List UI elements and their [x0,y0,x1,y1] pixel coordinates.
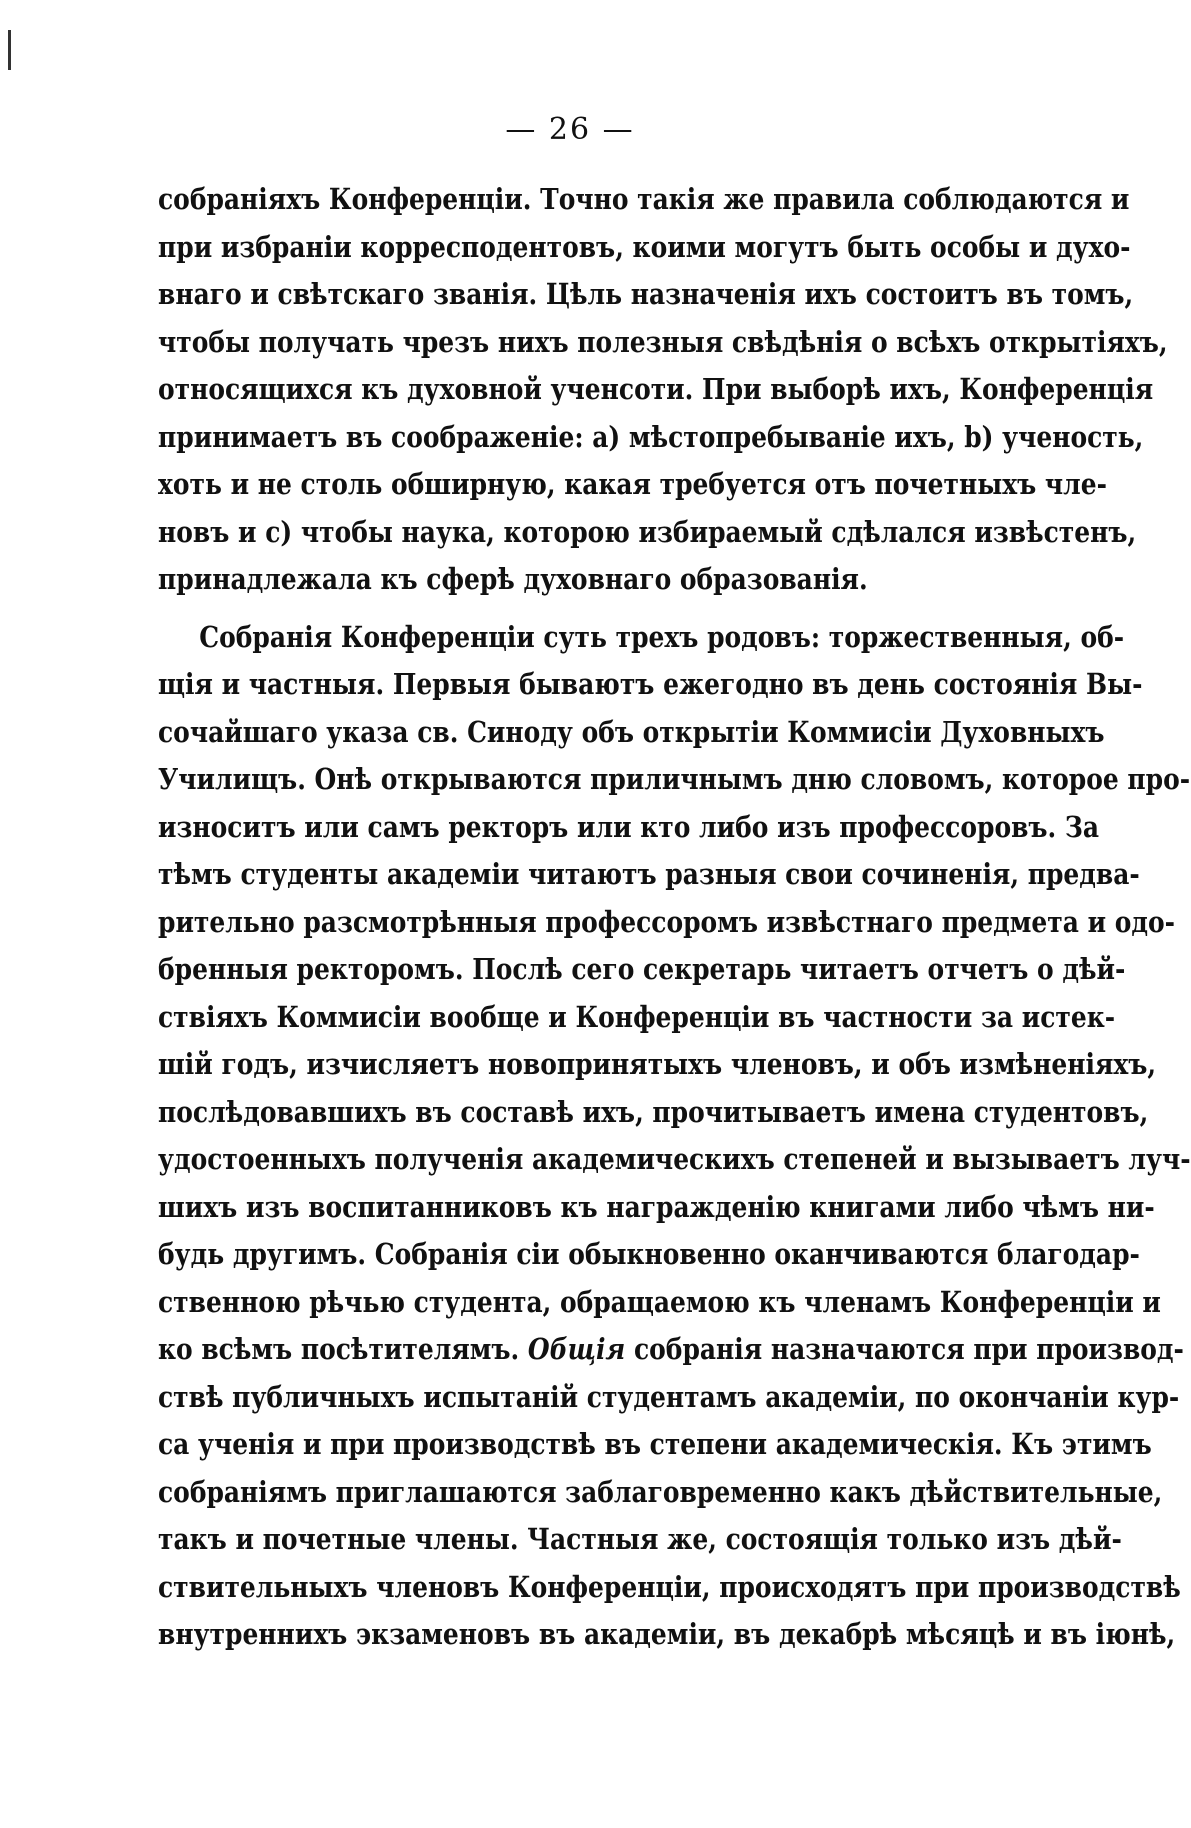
text-line: износитъ или самъ ректоръ или кто либо изъ профессоровъ. За [158,809,1100,844]
text-line: чтобы получать чрезъ нихъ полезныя свѣдѣнія о всѣхъ открытіяхъ, [158,324,1168,359]
text-segment: собранія назначаются при производ- [633,1332,1184,1366]
text-line: такъ и почетные члены. Частныя же, состоящія только изъ дѣй- [158,1522,1122,1556]
text-line: рительно разсмотрѣнныя профессоромъ извѣстнаго предмета и одо- [158,904,1176,939]
text-line: хоть и не столь обширную, какая требуется отъ почетныхъ чле- [158,467,1107,501]
text-line: ственною рѣчью студента, обращаемою къ членамъ Конференціи и [158,1284,1161,1319]
text-line: тѣмъ студенты академіи читаютъ разныя свои сочиненія, предва- [158,857,1140,891]
body-text [158,176,1191,1659]
text-line: послѣдовавшихъ въ составѣ ихъ, прочитываетъ имена студентовъ, [158,1094,1149,1129]
paragraph-1 [158,176,1168,604]
text-line: шій годъ, изчисляетъ новопринятыхъ членовъ, и объ измѣненіяхъ, [158,1047,1157,1081]
text-line: ствіяхъ Коммисіи вообще и Конференціи въ частности за истек- [158,999,1116,1034]
text-line: внаго и свѣтскаго званія. Цѣль назначенія ихъ состоитъ въ томъ, [158,277,1134,311]
text-line: собраніяхъ Конференціи. Точно такія же правила соблюдаются и [158,182,1130,216]
paragraph-2 [158,614,1191,1659]
text-line: Собранія Конференціи суть трехъ родовъ: торжественныя, об- [199,619,1125,654]
text-line: новъ и c) чтобы наука, которою избираемый сдѣлался извѣстенъ, [158,514,1137,549]
text-line-with-italic [158,1326,1184,1374]
italic-term: Общія [527,1332,626,1366]
text-line: щія и частныя. Первыя бываютъ ежегодно въ день состоянія Вы- [158,667,1143,701]
paragraph-gap [158,604,1064,614]
text-line: относящихся къ духовной ученсоти. При выборѣ ихъ, Конференція [158,372,1154,406]
text-line: Училищъ. Онѣ открываются приличнымъ дню словомъ, которое про- [158,762,1191,796]
text-line: сочайшаго указа св. Синоду объ открытіи Коммисіи Духовныхъ [158,714,1105,749]
text-line: шихъ изъ воспитанниковъ къ награжденію книгами либо чѣмъ ни- [158,1189,1155,1224]
text-line: ствительныхъ членовъ Конференціи, происходятъ при производствѣ [158,1569,1181,1604]
text-line: бренныя ректоромъ. Послѣ сего секретарь читаетъ отчетъ о дѣй- [158,952,1126,986]
text-line: са ученія и при производствѣ въ степени академическія. Къ этимъ [158,1427,1152,1461]
page-number: — 26 — [505,112,635,147]
text-segment: ко всѣмъ посѣтителямъ. [158,1332,520,1366]
text-line: будь другимъ. Собранія сіи обыкновенно оканчиваются благодар- [158,1237,1140,1271]
text-line: принимаетъ въ соображеніе: a) мѣстопребываніе ихъ, b) ученость, [158,419,1144,454]
text-line: принадлежала къ сферѣ духовнаго образованія. [158,562,868,596]
text-line: ствѣ публичныхъ испытаній студентамъ академіи, по окончаніи кур- [158,1379,1180,1414]
text-line: при избраніи корресподентовъ, коими могутъ быть особы и духо- [158,229,1131,264]
text-line: собраніямъ приглашаются заблаговременно какъ дѣйствительные, [158,1474,1163,1509]
text-line: внутреннихъ экзаменовъ въ академіи, въ декабрѣ мѣсяцѣ и въ іюнѣ, [158,1617,1176,1651]
text-line: удостоенныхъ полученія академическихъ степеней и вызываетъ луч- [158,1142,1191,1176]
page-edge-mark [8,30,11,70]
